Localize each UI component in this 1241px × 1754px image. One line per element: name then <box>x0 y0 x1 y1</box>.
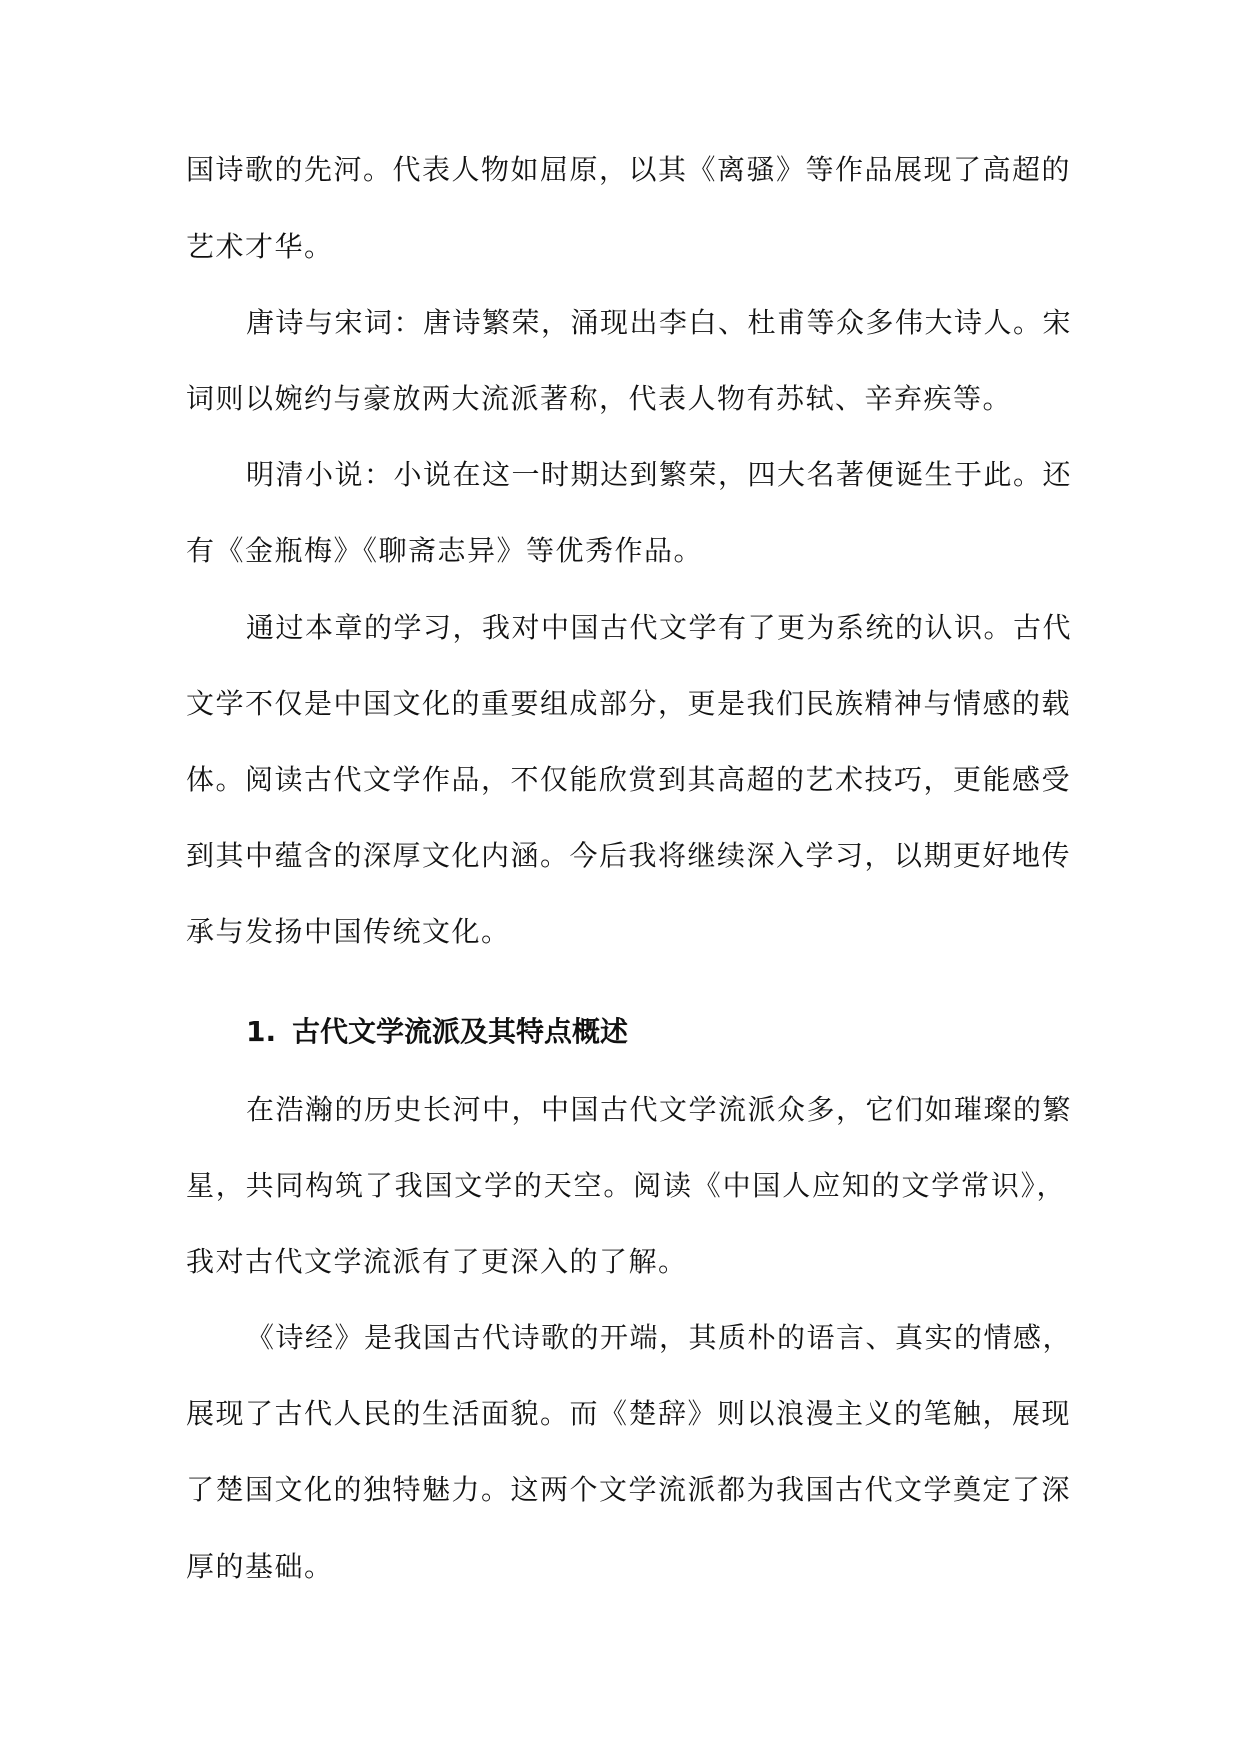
paragraph-line: 承与发扬中国传统文化。 <box>186 915 511 948</box>
paragraph-line: 到其中蕴含的深厚文化内涵。今后我将继续深入学习，以期更好地传 <box>186 839 1072 872</box>
paragraph-line: 唐诗与宋词：唐诗繁荣，涌现出李白、杜甫等众多伟大诗人。宋 <box>246 306 1073 339</box>
paragraph-line: 了楚国文化的独特魅力。这两个文学流派都为我国古代文学奠定了深 <box>186 1473 1072 1506</box>
paragraph-line: 厚的基础。 <box>186 1550 334 1583</box>
paragraph-line: 通过本章的学习，我对中国古代文学有了更为系统的认识。古代 <box>246 611 1073 644</box>
paragraph-line: 词则以婉约与豪放两大流派著称，代表人物有苏轼、辛弃疾等。 <box>186 382 1013 415</box>
heading-title: 古代文学流派及其特点概述 <box>292 1015 629 1048</box>
paragraph-line: 文学不仅是中国文化的重要组成部分，更是我们民族精神与情感的载 <box>186 687 1072 720</box>
paragraph-line: 艺术才华。 <box>186 230 334 263</box>
paragraph-line: 有《金瓶梅》《聊斋志异》等优秀作品。 <box>186 534 704 567</box>
paragraph-line: 明清小说：小说在这一时期达到繁荣，四大名著便诞生于此。还 <box>246 458 1073 491</box>
heading-number: 1. <box>246 1015 277 1048</box>
paragraph-line: 国诗歌的先河。代表人物如屈原，以其《离骚》等作品展现了高超的 <box>186 153 1072 186</box>
section-heading <box>246 1012 628 1052</box>
paragraph-line: 在浩瀚的历史长河中，中国古代文学流派众多，它们如璀璨的繁 <box>246 1093 1073 1126</box>
paragraph-line: 体。阅读古代文学作品，不仅能欣赏到其高超的艺术技巧，更能感受 <box>186 763 1072 796</box>
paragraph-line: 我对古代文学流派有了更深入的了解。 <box>186 1245 688 1278</box>
paragraph-line: 星，共同构筑了我国文学的天空。阅读《中国人应知的文学常识》， <box>186 1169 1066 1202</box>
paragraph-line: 展现了古代人民的生活面貌。而《楚辞》则以浪漫主义的笔触，展现 <box>186 1397 1072 1430</box>
paragraph-line: 《诗经》是我国古代诗歌的开端，其质朴的语言、真实的情感， <box>246 1321 1073 1354</box>
